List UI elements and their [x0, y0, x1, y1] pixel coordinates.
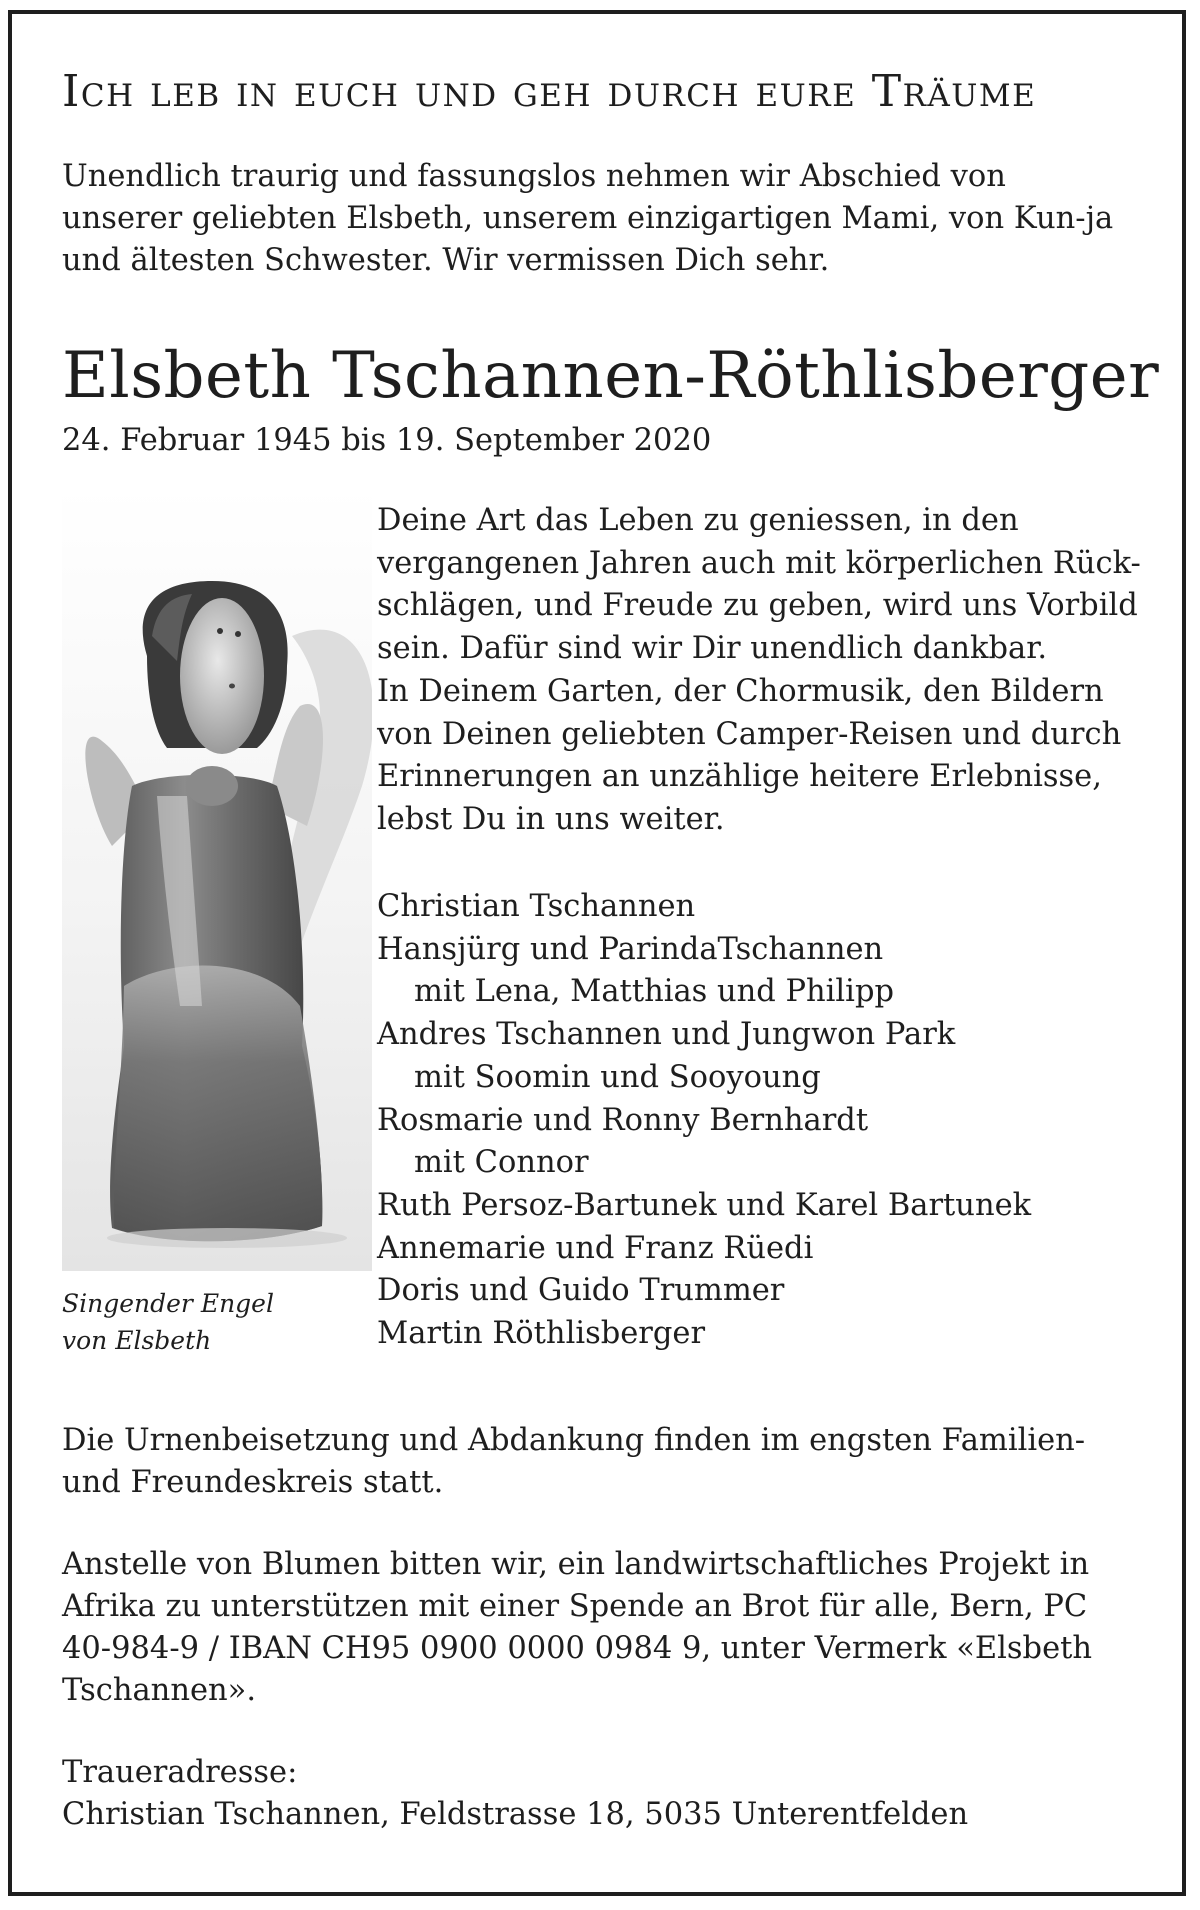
- mourner: Martin Röthlisberger: [377, 1316, 706, 1352]
- mourner: Annemarie und Franz Rüedi: [377, 1230, 814, 1266]
- caption-line: Singender Engel: [62, 1289, 274, 1318]
- tribute-line: In Deinem Garten, der Chormusik, den Bildern: [377, 673, 1104, 709]
- donation-line: 40-984-9 / IBAN CH95 0900 0000 0984 9, unter Vermerk «Elsbeth: [62, 1631, 1093, 1666]
- donation-line: Anstelle von Blumen bitten wir, ein landwirtschaftliches Projekt in: [62, 1547, 1090, 1582]
- intro-text: [62, 156, 1142, 282]
- address-label: Traueradresse:: [62, 1755, 298, 1790]
- ceremony-line: und Freundeskreis statt.: [62, 1465, 444, 1500]
- tribute-line: vergangenen Jahren auch mit körperlichen Rück-: [377, 545, 1141, 581]
- tribute-line: Erinnerungen an unzählige heitere Erlebnisse,: [377, 759, 1102, 795]
- tribute-line: schlägen, und Freude zu geben, wird uns Vorbild: [377, 588, 1138, 624]
- motto-heading: Ich leb in euch und geh durch eure Träume: [62, 66, 1037, 117]
- mourner: Christian Tschannen: [377, 889, 696, 924]
- intro-line: und ältesten Schwester. Wir vermissen Dich sehr.: [62, 243, 830, 278]
- caption-line: von Elsbeth: [62, 1326, 212, 1355]
- tribute-line: von Deinen geliebten Camper-Reisen und durch: [377, 716, 1122, 752]
- mourner: Rosmarie und Ronny Bernhardt: [377, 1102, 869, 1138]
- mourner-children: mit Soomin und Sooyoung: [414, 1059, 821, 1095]
- mourner: Doris und Guido Trummer: [377, 1273, 785, 1309]
- middle-section: [62, 486, 1142, 1386]
- mourner-children: mit Connor: [414, 1145, 589, 1181]
- mourners-list: [377, 886, 1031, 1356]
- obituary-notice: [62, 60, 1160, 1832]
- ceremony-text: [62, 1420, 1142, 1504]
- intro-line: Unendlich traurig und fassungslos nehmen wir Abschied von: [62, 159, 1006, 194]
- angel-figurine-photo: [62, 486, 372, 1271]
- deceased-name: Elsbeth Tschannen-Röthlisberger: [62, 339, 1160, 413]
- ceremony-line: Die Urnenbeisetzung und Abdankung finden im engsten Familien-: [62, 1423, 1086, 1458]
- mourner: Andres Tschannen und Jungwon Park: [377, 1017, 956, 1053]
- donation-text: [62, 1544, 1142, 1712]
- tribute-line: Deine Art das Leben zu geniessen, in den: [377, 503, 1019, 538]
- intro-line: unserer geliebten Elsbeth, unserem einzigartigen Mami, von Kun-ja: [62, 201, 1114, 236]
- mourning-address: [62, 1752, 1142, 1836]
- closing-section: [62, 1420, 1142, 1836]
- mourner: Hansjürg und ParindaTschannen: [377, 931, 884, 967]
- mourner: Ruth Persoz-Bartunek und Karel Bartunek: [377, 1187, 1032, 1223]
- photo-caption: [62, 1285, 274, 1359]
- mourner-children: mit Lena, Matthias und Philipp: [414, 974, 894, 1010]
- donation-line: Afrika zu unterstützen mit einer Spende an Brot für alle, Bern, PC: [62, 1589, 1088, 1624]
- tribute-line: lebst Du in uns weiter.: [377, 801, 725, 837]
- donation-line: Tschannen».: [62, 1673, 257, 1708]
- address-value: Christian Tschannen, Feldstrasse 18, 5035 Unterentfelden: [62, 1797, 969, 1832]
- life-dates: 24. Februar 1945 bis 19. September 2020: [62, 423, 712, 458]
- tribute-text: [377, 500, 1141, 842]
- tribute-line: sein. Dafür sind wir Dir unendlich dankbar.: [377, 631, 1048, 667]
